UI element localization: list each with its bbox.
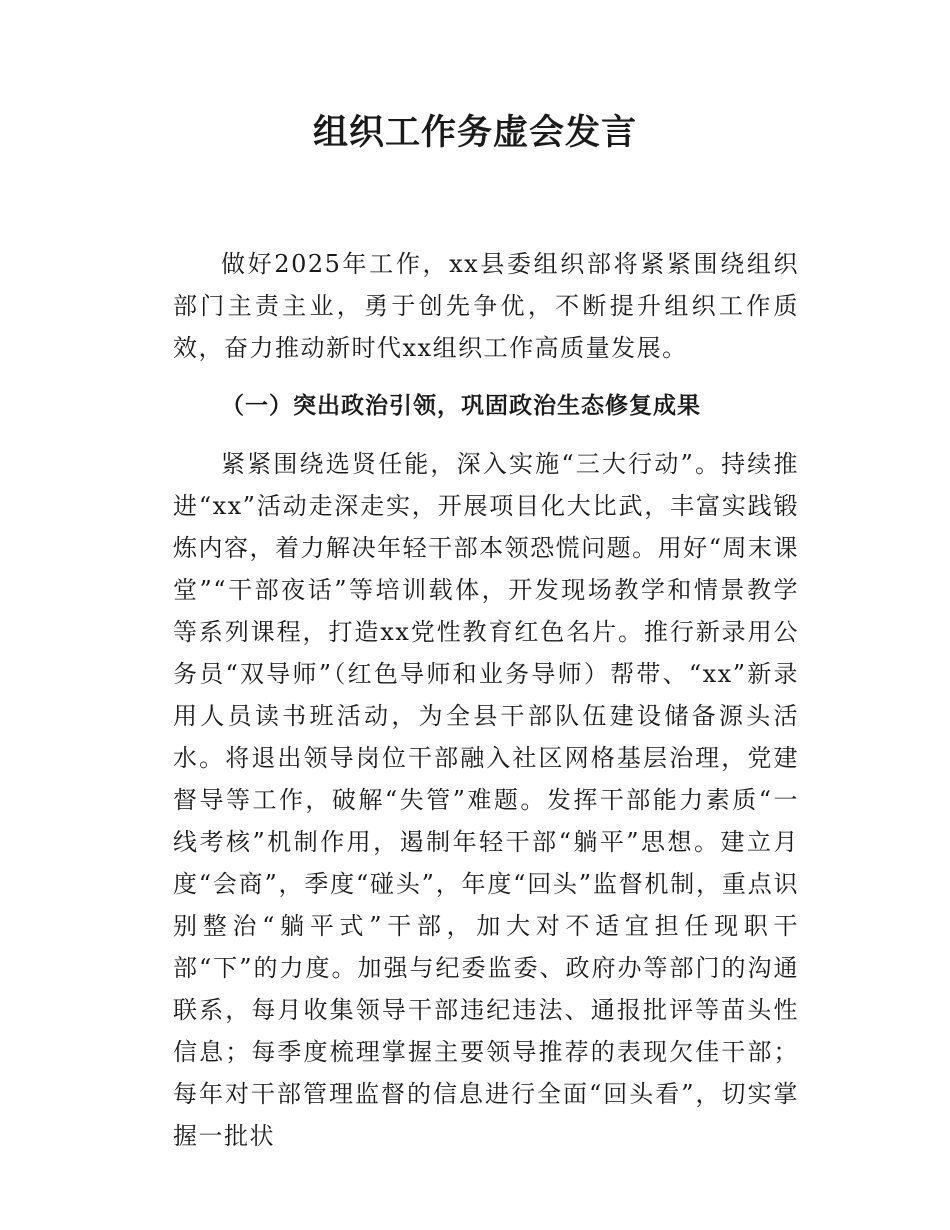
document-title: 组织工作务虚会发言: [312, 113, 637, 153]
section-heading: （一）突出政治引领，巩固政治生态修复成果: [221, 393, 701, 419]
intro-paragraph: 做好2025年工作，xx县委组织部将紧紧围绕组织部门主责主业，勇于创先争优，不断提升组织工作质效，奋力推动新时代xx组织工作高质量发展。: [173, 250, 799, 362]
section-body-paragraph: 紧紧围绕选贤任能，深入实施“三大行动”。持续推进“xx”活动走深走实，开展项目化大比武，丰富实践锻炼内容，着力解决年轻干部本领恐慌问题。用好“周末课堂”“干部夜话”等培训载体，开发现场教学和情景教学等系列课程，打造xx党性教育红色名片。推行新录用公务员“双导师”（红色导师和业务导师）帮带、“xx”新录用人员读书班活动，为全县干部队伍建设储备源头活水。将退出领导岗位干部融入社区网格基层治理，党建督导等工作，破解“失管”难题。发挥干部能力素质“一线考核”机制作用，遏制年轻干部“躺平”思想。建立月度“会商”，季度“碰头”，年度“回头”监督机制，重点识别整治“躺平式”干部，加大对不适宜担任现职干部“下”的力度。加强与纪委监委、政府办等部门的沟通联系，每月收集领导干部违纪违法、通报批评等苗头性信息；每季度梳理掌握主要领导推荐的表现欠佳干部；每年对干部管理监督的信息进行全面“回头看”，切实掌握一批状: [173, 450, 799, 1150]
